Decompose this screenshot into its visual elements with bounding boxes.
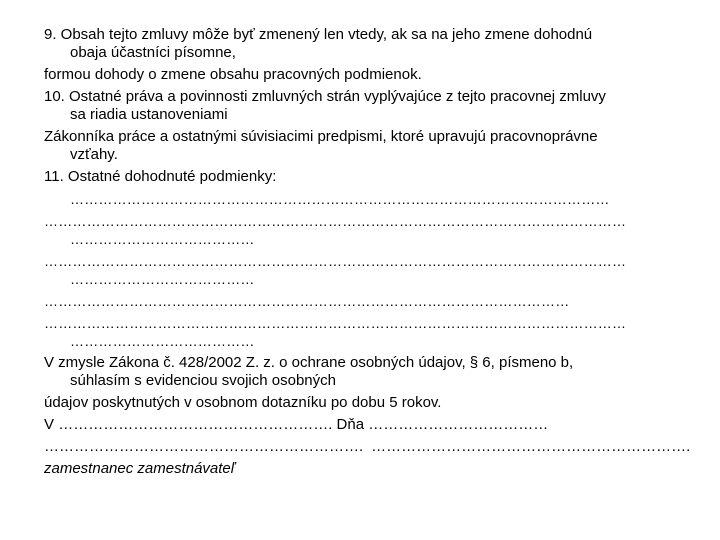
dotted-line-4: …………………………………………………………………………………………………………… xyxy=(44,253,627,269)
consent-text-1: V zmysle Zákona č. 428/2002 Z. z. o ochrane osobných údajov, § 6, písmeno b, xyxy=(44,354,574,371)
item-11-text: 11. Ostatné dohodnuté podmienky: xyxy=(44,168,277,185)
place-label: V xyxy=(44,416,55,433)
place-dots: ………………………………………………. xyxy=(58,416,333,433)
item-9-continuation: obaja účastníci písomne, xyxy=(70,44,236,61)
consent-text-3: údajov poskytnutých v osobnom dotazníku po dobu 5 rokov. xyxy=(44,394,442,411)
place-date-line xyxy=(44,414,720,436)
consent-text-2: súhlasím s evidenciou svojich osobných xyxy=(70,372,336,389)
dotted-line-2: …………………………………………………………………………………………………………… xyxy=(44,213,627,229)
dotted-line-8: ………………………………… xyxy=(70,333,255,349)
item-9-text: 9. Obsah tejto zmluvy môže byť zmenený len vtedy, ak sa na jeho zmene dohodnú xyxy=(44,26,593,43)
item-10-continuation-3: vzťahy. xyxy=(70,146,118,163)
dotted-line-7: …………………………………………………………………………………………………………… xyxy=(44,315,627,331)
employee-signature-dots: ………………………………………………………. xyxy=(44,438,364,455)
item-9-continuation-2: formou dohody o zmene obsahu pracovných podmienok. xyxy=(44,66,422,83)
date-dots: ……………………………… xyxy=(368,416,549,433)
item-10-text: 10. Ostatné práva a povinnosti zmluvných strán vyplývajúce z tejto pracovnej zmluvy xyxy=(44,88,606,105)
date-label: Dňa xyxy=(336,416,365,433)
employer-signature-dots: ………………………………………………………. xyxy=(371,438,691,455)
dotted-line-5: ………………………………… xyxy=(70,271,255,287)
item-10-continuation-2: Zákonníka práce a ostatnými súvisiacimi predpismi, ktoré upravujú pracovnoprávne xyxy=(44,128,598,145)
signature-dots-line xyxy=(44,436,720,458)
dotted-line-1: …………………………………………………………………………………………………… xyxy=(70,191,610,207)
dotted-line-3: ………………………………… xyxy=(70,231,255,247)
dotted-line-6: ………………………………………………………………………………………………… xyxy=(44,293,570,309)
signature-labels: zamestnanec zamestnávateľ xyxy=(44,460,235,477)
item-10-continuation: sa riadia ustanoveniami xyxy=(70,106,228,123)
